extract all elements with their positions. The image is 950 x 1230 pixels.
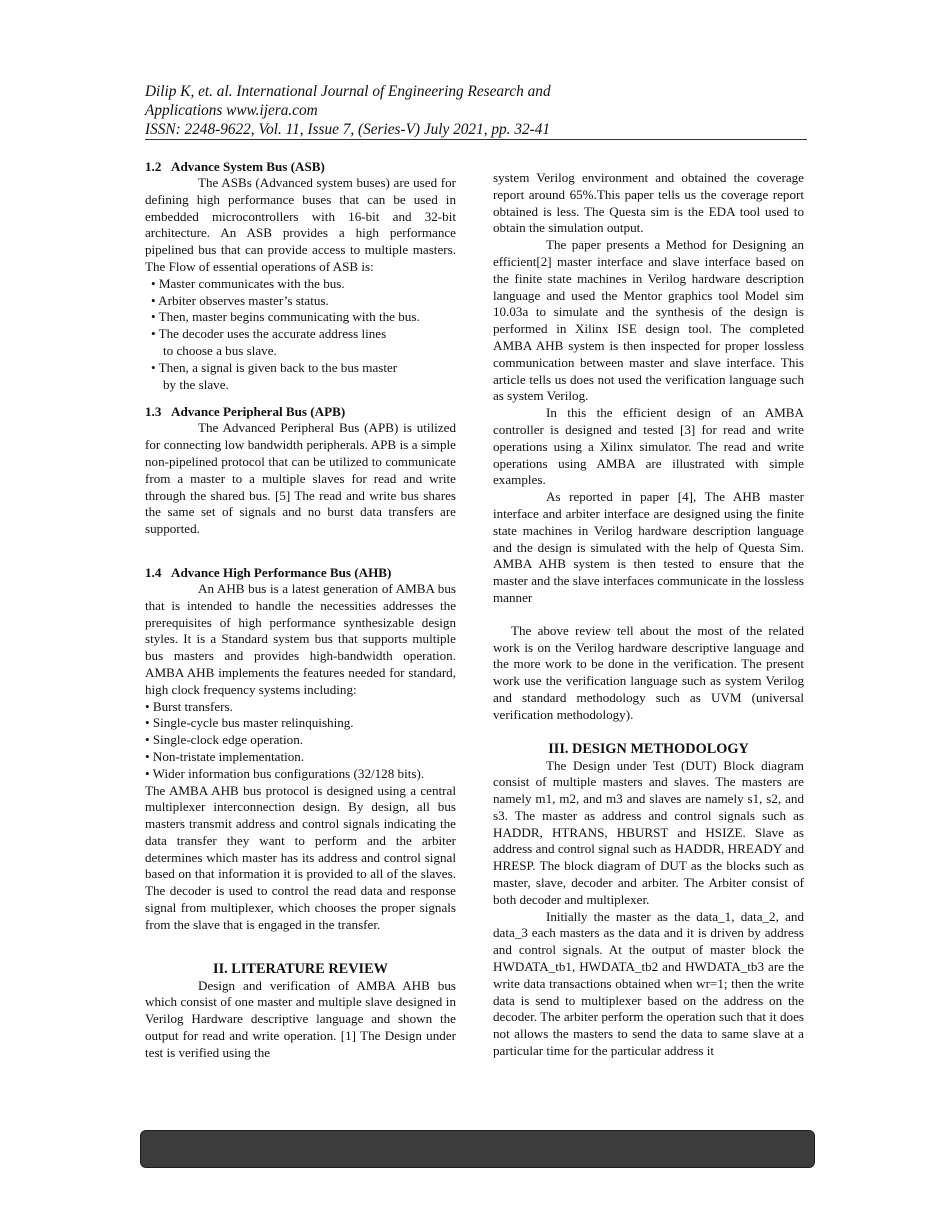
asb-bullet-2: • Arbiter observes master’s status. — [151, 292, 329, 308]
asb-number: 1.2 — [145, 159, 162, 174]
ahb-bullet-4: • Non-tristate implementation. — [145, 748, 305, 764]
journal-header — [145, 82, 807, 139]
ahb-bullet-3: • Single-clock edge operation. — [145, 732, 304, 748]
asb-bullet-4a: • The decoder uses the accurate address lines — [151, 326, 387, 342]
footer-bar — [140, 1130, 815, 1168]
design-paragraph-1: The Design under Test (DUT) Block diagram consist of multiple masters and slaves. The masters are namely m1, m2, and m3 and slaves are namely s1, s2, and s3. The master as address and control signals such as HADDR, HTRANS, HBURST and HSIZE. Slave as address and control signal such as HADDR, HREADY and HRESP. The block diagram of DUT as the blocks such as master, slave, decoder and arbiter. The Arbiter consist of both decoder and multiplexer. — [493, 757, 804, 907]
ahb-bullet-1: • Burst transfers. — [145, 698, 233, 714]
header-line-2: Applications www.ijera.com — [145, 102, 318, 119]
asb-bullet-5 — [145, 360, 456, 394]
right-column — [493, 170, 804, 1060]
ahb-bullet-5: • Wider information bus configurations (32/128 bits). — [145, 765, 425, 781]
asb-bullet-5a: • Then, a signal is given back to the bus master — [151, 359, 398, 375]
ahb-bullets — [145, 699, 456, 783]
asb-bullet-5b: by the slave. — [163, 376, 229, 392]
right-paragraph-5: The above review tell about the most of the related work is on the Verilog hardware descriptive language and the more work to be done in the verification. The present work use the verification language such as system Verilog and standard methodology such as UVM (universal verification methodology). — [493, 622, 804, 722]
ahb-heading — [145, 564, 456, 581]
asb-title: Advance System Bus (ASB) — [171, 159, 325, 174]
ahb-title: Advance High Performance Bus (AHB) — [171, 564, 392, 580]
right-paragraph-1: system Verilog environment and obtained the coverage report around 65%.This paper tells us the coverage report obtained is less. The Questa sim is the EDA tool used to obtain the simulation output. — [493, 170, 804, 236]
literature-review-heading: II. LITERATURE REVIEW — [213, 960, 388, 977]
asb-bullet-3: • Then, master begins communicating with the bus. — [151, 309, 420, 325]
literature-review-paragraph: Design and verification of AMBA AHB bus which consist of one master and multiple slave designed in Verilog Hardware descriptive language and shown the output for read and write operation. [1] The Design under test is verified using the — [145, 977, 456, 1060]
ahb-number: 1.4 — [145, 564, 162, 580]
asb-bullet-1: • Master communicates with the bus. — [151, 275, 345, 291]
header-line-3: ISSN: 2248-9622, Vol. 11, Issue 7, (Series-V) July 2021, pp. 32-41 — [145, 121, 551, 138]
asb-bullet-4b: to choose a bus slave. — [163, 342, 277, 358]
design-methodology-heading: III. DESIGN METHODOLOGY — [548, 740, 749, 757]
ahb-paragraph-2: The AMBA AHB bus protocol is designed using a central multiplexer interconnection design. By design, all bus masters transmit address and control signals indicating the data transfer they want to perform and the arbiter determines which master has its address and control signal based on that information it is provided to all of the slaves. The decoder is used to control the read data and response signal from multiplexer, which chooses the proper signals from the slave that is engaged in the transfer. — [145, 782, 456, 932]
right-paragraph-4: As reported in paper [4], The AHB master interface and arbiter interface are designed using the finite state machines in Verilog hardware description language and the design is simulated with the help of Questa Sim. AMBA AHB system is then tested to ensure that the master and the slave interfaces communicate in the lossless manner — [493, 489, 804, 605]
asb-bullets — [145, 276, 456, 394]
design-paragraph-2: Initially the master as the data_1, data_2, and data_3 each masters as the data and it is driven by address and control signals. At the output of master block the HWDATA_tb1, HWDATA_tb2 and HWDATA_tb3 are the write data transactions obtained when wr=1; then the write data is send to multiplexer based on the address on the decoder. The arbiter perform the operation such that it does not allows the masters to send the data to same slave at a particular time for the particular address it — [493, 908, 804, 1059]
ahb-bullet-2: • Single-cycle bus master relinquishing. — [145, 715, 354, 731]
header-rule — [145, 139, 807, 140]
asb-heading — [145, 158, 456, 175]
right-paragraph-2: The paper presents a Method for Designing an efficient[2] master interface and slave interface based on the finite state machines in Verilog hardware description language and used the Mentor graphics tool Model sim 10.03a to simulate and the synthesis of the design is performed in Xilinx ISE design tool. The completed AMBA AHB system is then inspected for proper lossless communication between master and slave interface. This article tells us does not used the verification language such as system Verilog. — [493, 237, 804, 404]
apb-paragraph: The Advanced Peripheral Bus (APB) is utilized for connecting low bandwidth peripherals. APB is a simple non-pipelined protocol that can be utilized to communicate from a master to a multiple slaves for read and write through the shared bus. [5] The read and write bus shares the same set of signals and no burst data transfers are supported. — [145, 420, 456, 537]
ahb-paragraph: An AHB bus is a latest generation of AMBA bus that is intended to handle the necessities addresses the prerequisites of high performance synthesizable design styles. It is a Standard system bus that supports multiple bus masters and provides high-bandwidth operation. AMBA AHB implements the features needed for standard, high clock frequency systems including: — [145, 580, 456, 697]
left-column — [145, 158, 456, 1062]
right-paragraph-3: In this the efficient design of an AMBA controller is designed and tested [3] for read and write operations using a Xilinx simulator. The read and write operations using AMBA are illustrated with simple examples. — [493, 405, 804, 488]
asb-bullet-4 — [145, 326, 456, 360]
header-line-1: Dilip K, et. al. International Journal of Engineering Research and — [145, 83, 551, 100]
apb-number: 1.3 — [145, 404, 162, 420]
apb-title: Advance Peripheral Bus (APB) — [171, 404, 346, 420]
apb-heading — [145, 403, 456, 420]
asb-paragraph: The ASBs (Advanced system buses) are used for defining high performance buses that can be used in embedded microcontrollers with 16-bit and 32-bit architecture. An ASB provides a high performance pipelined bus that can provide access to multiple masters. The Flow of essential operations of ASB is: — [145, 175, 456, 274]
